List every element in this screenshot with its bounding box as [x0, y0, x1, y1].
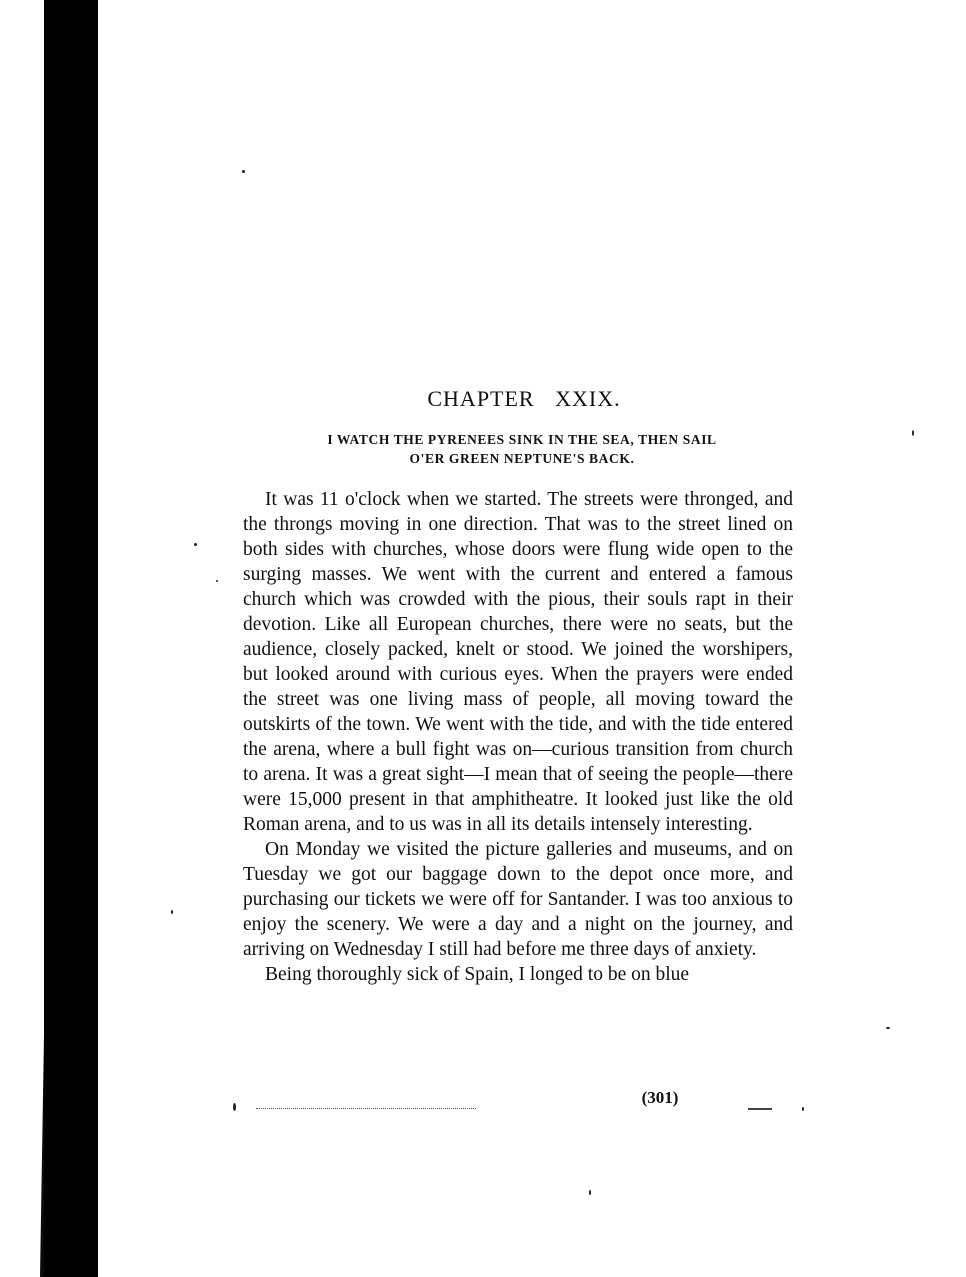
scan-speck — [233, 1103, 236, 1111]
chapter-title: CHAPTER XXIX. — [427, 386, 621, 411]
chapter-subtitle-line: I WATCH THE PYRENEES SINK IN THE SEA, THEN SAIL — [327, 432, 717, 447]
scan-speck — [194, 543, 197, 546]
chapter-subtitle-line: O'ER GREEN NEPTUNE'S BACK. — [409, 451, 635, 466]
scan-speck — [912, 430, 914, 436]
scan-speck — [216, 580, 218, 582]
page-number: (301) — [641, 1088, 679, 1107]
paragraph: On Monday we visited the picture galleries and museums, and on Tuesday we got our baggage down to the depot once more, and purchasing our tickets we were off for Santander. I was too anxious to enjoy the scenery. We were a day and a night on the journey, and arriving on Wednesday I still had before me three days of anxiety. — [243, 839, 793, 960]
paragraph: Being thoroughly sick of Spain, I longed to be on blue — [265, 964, 690, 985]
paragraph: It was 11 o'clock when we started. The streets were thronged, and the throngs moving in one direction. That was to the street lined on both sides with churches, whose doors were flung wide open to the surging masses. We went with the current and entered a famous church which was crowded with the pious, their souls rapt in their devotion. Like all European churches, there were no seats, but the audience, closely packed, knelt or stood. We joined the worshipers, but looked around with curious eyes. When the prayers were ended the street was one living mass of people, all moving toward the outskirts of the town. We went with the tide, and with the tide entered the arena, where a bull fight was on—curious transition from church to arena. It was a great sight—I mean that of seeing the people—there were 15,000 present in that amphitheatre. It looked just like the old Roman arena, and to us was in all its details intensely interesting. — [243, 489, 793, 835]
scan-speck — [802, 1107, 804, 1111]
scan-binding-shadow-core — [44, 0, 98, 1277]
scan-speck — [589, 1190, 591, 1195]
scan-speck — [171, 910, 173, 914]
footer-rule — [748, 1108, 772, 1110]
scan-speck — [886, 1027, 890, 1029]
footer-rule — [256, 1108, 476, 1109]
chapter-subtitle — [244, 430, 800, 468]
scan-speck — [242, 170, 245, 173]
chapter-body — [243, 487, 793, 987]
